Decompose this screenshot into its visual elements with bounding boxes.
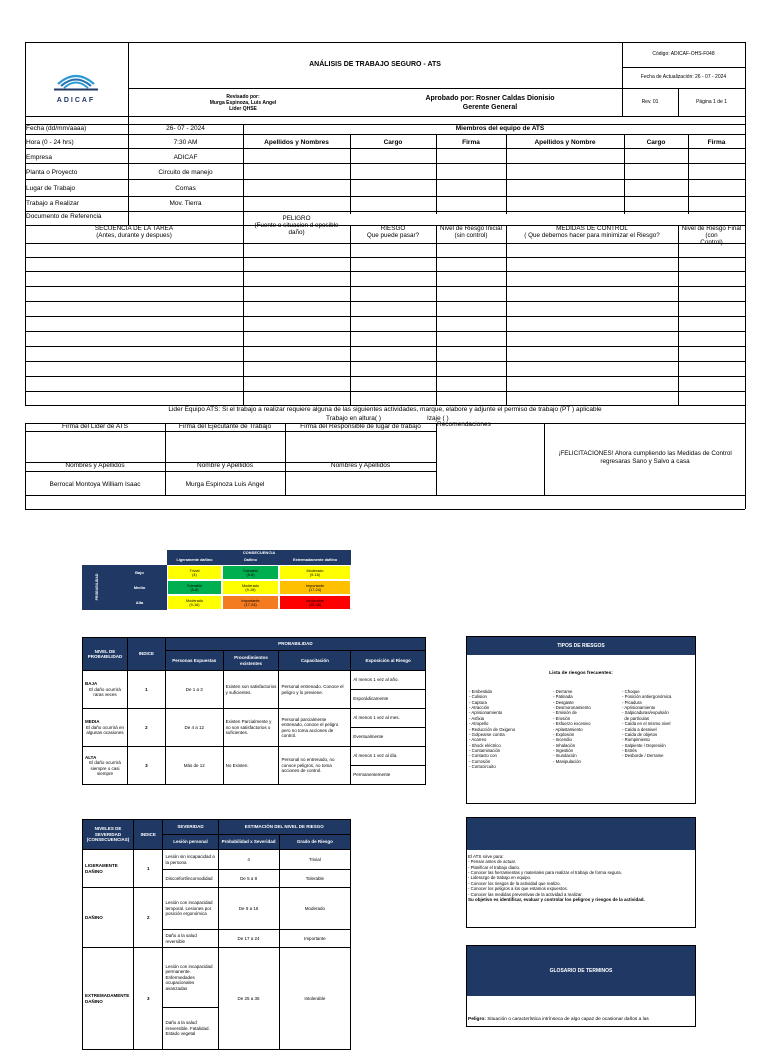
approved-by: Aprobado por: Rosner Caldas Dionisio xyxy=(425,95,555,102)
prob-index: 2 xyxy=(127,709,165,747)
risk-types-box xyxy=(466,636,696,804)
sev-index: 2 xyxy=(133,888,163,948)
info-value-date[interactable]: 26- 07 - 2024 xyxy=(166,125,205,132)
sev-ps: 4 xyxy=(218,850,279,870)
matrix-row-label: Bajo xyxy=(112,565,167,580)
sev-grade: Intolerable xyxy=(279,948,350,1050)
task-col-hazard-sub1: (Fuente o situacion d eposible xyxy=(254,221,339,229)
glossary-definition: Situación o característica intrínseca de algo capaz de ocasionar daños a las xyxy=(487,1017,649,1022)
matrix-cell: Importante (17-24) xyxy=(279,580,351,595)
sev-lesion: Disconfort/incomodidad xyxy=(163,870,218,888)
prob-exposure: Eventualmente xyxy=(351,728,426,747)
task-col-hazard: PELIGRO xyxy=(282,215,311,222)
matrix-cell: Intolerable (25-36) xyxy=(279,595,351,610)
task-col-controls: MEDIDAS DE CONTROL xyxy=(556,225,628,232)
info-value-place[interactable]: Comas xyxy=(175,185,196,192)
sev-col-estimation: ESTIMACIÓN DEL NIVEL DE RIESGO xyxy=(218,820,351,835)
sev-ps: De 9 a 16 xyxy=(218,888,279,930)
company-name: ADICAF xyxy=(56,97,96,104)
prob-procedures: Existen son satisfactorios y suficientes. xyxy=(223,671,279,709)
probability-table xyxy=(82,637,426,785)
prob-exposure: Permanentemente xyxy=(351,766,426,785)
sev-ps: De 5 a 8 xyxy=(218,870,279,888)
matrix-row-label: Alta xyxy=(112,595,167,610)
team-col-role-2: Cargo xyxy=(646,139,666,146)
prob-exposure: Al menos 1 vez al año. xyxy=(351,671,426,690)
matrix-cell: Moderado (9-16) xyxy=(167,595,222,610)
executor-name[interactable]: Murga Espinoza Luis Angel xyxy=(185,481,265,488)
table-row xyxy=(83,948,351,1008)
risk-types-col-1: - Embestida - Colision - Captura - Atracción - Aprisionamiento - Asfixia - Atropello - Reducción de Oxigeno - Golpearse contra - Acarreo - Shock eléctrico - Contaminación - Contacto con - Corrosión - Cortocircuito xyxy=(469,689,516,770)
prob-sub-training: Capacitación xyxy=(279,651,351,671)
task-row-line xyxy=(25,243,745,244)
prob-level: MEDIA El daño ocurrirá en algunas ocasiones xyxy=(83,709,128,747)
info-value-work[interactable]: Mov. Tierra xyxy=(169,200,202,207)
matrix-cell: Tolerable (5-8) xyxy=(167,580,222,595)
prob-level: ALTA El daño ocurrirá siempre o casi siempre xyxy=(83,747,128,785)
sign-names-label-1: Nombres y Apellidos xyxy=(65,462,125,469)
approved-role: Gerente General xyxy=(462,103,518,111)
prob-exposure: Esporádicamente xyxy=(351,690,426,709)
matrix-col-3: Extremadamente dañino xyxy=(279,556,351,565)
team-col-names-2: Apellidos y Nombre xyxy=(534,139,596,146)
info-label-company: Empresa xyxy=(26,154,53,161)
task-row-line xyxy=(25,376,745,377)
page-number: Página 1 de 1 xyxy=(696,99,727,105)
glossary-title: GLOSARIO DE TERMINOS xyxy=(467,946,695,996)
sign-names-label-2: Nombre y Apellidos xyxy=(197,462,253,469)
reviewed-role: Líder QHSE xyxy=(229,106,257,112)
sev-sub-ps: Probabilidad x Severidad xyxy=(218,835,279,850)
matrix-cell: Tolerable (5-8) xyxy=(222,565,279,580)
sev-index: 3 xyxy=(133,948,163,1050)
info-value-hour[interactable]: 7:30 AM xyxy=(173,139,198,146)
table-row xyxy=(83,850,351,870)
task-col-initial: Nivel de Riesgo Inicial xyxy=(440,225,502,232)
recommendations-label: Recomendaciones xyxy=(437,421,491,428)
info-value-company[interactable]: ADICAF xyxy=(173,154,198,161)
prob-index: 3 xyxy=(127,747,165,785)
team-col-role-1: Cargo xyxy=(383,139,403,146)
matrix-cell: Moderado (9-16) xyxy=(279,565,351,580)
matrix-row-label: Medio xyxy=(112,580,167,595)
task-col-risk: RIESGO xyxy=(380,225,406,232)
glossary-term: Peligro: xyxy=(468,1017,486,1022)
prob-training: Personal no entrenado, no conoce peligros, no toma acciones de control. xyxy=(279,747,351,785)
task-row-line xyxy=(25,271,745,272)
sev-ps: De 25 a 36 xyxy=(218,948,279,1050)
sign-names-label-3: Nombres y Apellidos xyxy=(330,462,391,469)
task-col-hazard-sub2: daño) xyxy=(288,228,305,236)
form-title: ANÁLISIS DE TRABAJO SEGURO - ATS xyxy=(309,61,441,68)
task-col-final: Nivel de Riesgo Final (con xyxy=(681,225,742,240)
update-date: Fecha de Actualización: 26 - 07 - 2024 xyxy=(640,74,727,80)
team-col-sign-1: Firma xyxy=(462,139,480,146)
sev-lesion: Daño a la salud reversible xyxy=(163,930,218,948)
sev-col-level: NIVELES DE SEVERIDAD (CONSECUENCIAS) xyxy=(83,820,134,850)
team-title: Miembros del equipo de ATS xyxy=(455,125,545,132)
sev-grade: Trivial xyxy=(279,850,350,870)
info-label-project: Planta o Proyecto xyxy=(26,169,78,176)
reviewed-name: Murga Espinoza, Luis Angel xyxy=(209,100,277,106)
sev-lesion: Lesión con incapacidad temporal. Lesiones por posición ergonómica xyxy=(163,888,218,930)
task-col-risk-sub: Que puede pasar? xyxy=(366,232,420,240)
info-value-project[interactable]: Circuito de manejo xyxy=(158,169,213,176)
sev-col-index: INDICE xyxy=(133,820,163,850)
prob-exposure: Al menos 1 vez al mes. xyxy=(351,709,426,728)
info-label-hour: Hora (0 - 24 hrs) xyxy=(26,139,74,146)
prob-people: De 4 a 12 xyxy=(165,709,223,747)
task-col-sequence: SECUENCIA DE LA TAREA xyxy=(94,225,174,232)
ats-info-lead: El ATS sirve para: xyxy=(468,854,504,859)
permit-height[interactable]: Trabajo en altura( ) xyxy=(326,415,382,422)
info-label-reference: Documento de Referencia xyxy=(26,213,102,220)
sign-executor-label: Firma del Ejecutante de Trabajo xyxy=(178,423,272,430)
risk-types-title: TIPOS DE RIESGOS xyxy=(467,637,695,655)
task-col-sequence-sub: (Antes, durante y despues) xyxy=(96,232,172,240)
table-row xyxy=(83,747,426,766)
sev-col-severity: SEVERIDAD xyxy=(163,820,218,835)
sign-responsible-label: Firma del Responsible de lugar de trabajo xyxy=(300,423,421,430)
task-col-controls-sub: ( Que debemos hacer para minimizar el Riesgo? xyxy=(524,232,660,240)
prob-col-index: INDICE xyxy=(127,638,165,671)
prob-procedures: No Existen. xyxy=(223,747,279,785)
prob-sub-procedures: Procedimientos existentes xyxy=(223,651,279,671)
sev-lesion: Lesión con incapacidad permanente. Enfermedades ocupacionales avanzadas xyxy=(163,948,218,1008)
risk-types-col-3: - Choque - Posición antiergonómica - Picadura - Aprisionamiento - Salpicaduras/expulsión de partículas - Caída en el mismo nivel - Caída a desnivel - Caída de objetos - Rompimiento - Salpiente / Depresión - Estrés - Desborde / Derrame xyxy=(622,689,672,759)
prob-training: Personal parcialmente entrenado, conoce el peligro pero no toma acciones de control. xyxy=(279,709,351,747)
congrats-text: ¡FELICITACIONES! Ahora cumpliendo las Medidas de Control regresaras Sano y Salvo a casa xyxy=(558,450,732,465)
prob-sub-people: Personas Expuestas xyxy=(165,651,223,671)
info-label-date: Fecha (dd/mm/aaaa) xyxy=(26,125,87,132)
sev-ps: De 17 a 24 xyxy=(218,930,279,948)
task-row-line xyxy=(25,391,745,392)
task-row-line xyxy=(25,316,745,317)
sev-sub-personal: Lesión personal xyxy=(163,835,218,850)
prob-procedures: Existen Parcialmente y no son satisfactorios o suficientes. xyxy=(223,709,279,747)
ats-info-body: - Pensar antes de actuar. - Planificar el trabajo diario. - Conocer las herramientas y materiales para realizar el trabajo de forma segura. - Liderazgo de trabajo en equipo. - Conocer los riesgos de la actividad que realizo. - Conocer los peligros a los que estamos expuestos. - Conocer las medidas preventivas de la actividad a realizar. xyxy=(468,859,622,897)
task-col-initial-sub: (sin control) xyxy=(454,232,488,240)
sev-lesion: Lesión sin incapacidad a la persona xyxy=(163,850,218,870)
sev-grade: Tolerable xyxy=(279,870,350,888)
prob-index: 1 xyxy=(127,671,165,709)
glossary-box xyxy=(466,945,696,1027)
task-row-line xyxy=(25,286,745,287)
info-label-work: Trabajo a Realizar xyxy=(26,200,79,207)
permit-text: Lider Equipo ATS: Si el trabajo a realizar requiere alguna de las siguientes actividades, marque, elabore y adjunte el permiso de trabajo (PT ) aplicable xyxy=(168,406,602,413)
risk-types-subtitle: Lista de riesgos frecuentes: xyxy=(549,671,613,676)
prob-col-probability: PROBABILIDAD xyxy=(165,638,425,651)
matrix-cell: Trivial (4) xyxy=(167,565,222,580)
prob-sub-exposure: Exposición al Riesgo xyxy=(351,651,426,671)
task-row-line xyxy=(25,257,745,258)
matrix-consequence-title: CONSECUENCIA xyxy=(167,550,351,556)
sev-sub-grade: Grado de Riesgo xyxy=(279,835,350,850)
ats-info-objective: Su objetivo es identificar, evaluar y controlar los peligros y riesgos de la actividad. xyxy=(468,896,645,902)
prob-level: BAJA El daño ocurrirá raras veces xyxy=(83,671,128,709)
team-col-sign-2: Firma xyxy=(707,139,726,146)
sev-level: EXTREMADAMENTE DAÑINO xyxy=(83,948,134,1050)
revision: Rev. 01 xyxy=(641,99,659,105)
risk-types-col-2: - Derrame - Patinada - Desgaste - Desmoronamiento - Emisión de - Erosión - Esfuerzo excesivo - Aplastamiento - Explosión - Incendio - Inhalación - Ingestión - Inundación - Manipulación xyxy=(553,689,591,764)
sev-grade: Moderado xyxy=(279,888,350,930)
sev-level: DAÑINO xyxy=(83,888,134,948)
task-row-line xyxy=(25,361,745,362)
sev-lesion: Daño a la salud irreversible. Fatalidad. Estado vegetal xyxy=(163,1008,218,1050)
team-col-names-1: Apellidos y Nombres xyxy=(264,139,329,146)
sev-grade: Importante xyxy=(279,930,350,948)
ats-info-box xyxy=(466,817,696,928)
task-row-line xyxy=(25,331,745,332)
leader-name[interactable]: Berrocal Montoya William Isaac xyxy=(49,481,141,488)
company-logo xyxy=(46,66,106,104)
prob-training: Personal entrenado. Conoce el peligro y lo previene. xyxy=(279,671,351,709)
sev-index: 1 xyxy=(133,850,163,888)
task-row-line xyxy=(25,301,745,302)
matrix-cell: Moderado (9-16) xyxy=(222,580,279,595)
info-label-place: Lugar de Trabajo xyxy=(26,185,76,192)
severity-table xyxy=(82,819,351,1050)
form-code: Código: ADICAF-OHS-F048 xyxy=(652,51,715,57)
sign-leader-label: Firma del Lider de ATS xyxy=(62,423,128,430)
matrix-cell: Importante (17-24) xyxy=(222,595,279,610)
reviewed-label: Revisado por: xyxy=(226,94,260,100)
prob-people: De 1 a 3 xyxy=(165,671,223,709)
matrix-col-2: Dañino xyxy=(222,556,279,565)
table-row xyxy=(83,671,426,690)
matrix-col-1: Ligeramente dañino xyxy=(167,556,222,565)
matrix-probability-label: PROBABILIDAD xyxy=(95,573,99,601)
table-row xyxy=(83,888,351,930)
prob-exposure: Al menos 1 vez al día. xyxy=(351,747,426,766)
sev-level: LIGERAMENTE DAÑINO xyxy=(83,850,134,888)
table-row xyxy=(83,709,426,728)
prob-people: Más de 12 xyxy=(165,747,223,785)
permit-lifting[interactable]: Izaje ( ) xyxy=(427,415,449,422)
prob-col-level: NIVEL DE PROBABILIDAD xyxy=(83,638,128,671)
task-row-line xyxy=(25,346,745,347)
